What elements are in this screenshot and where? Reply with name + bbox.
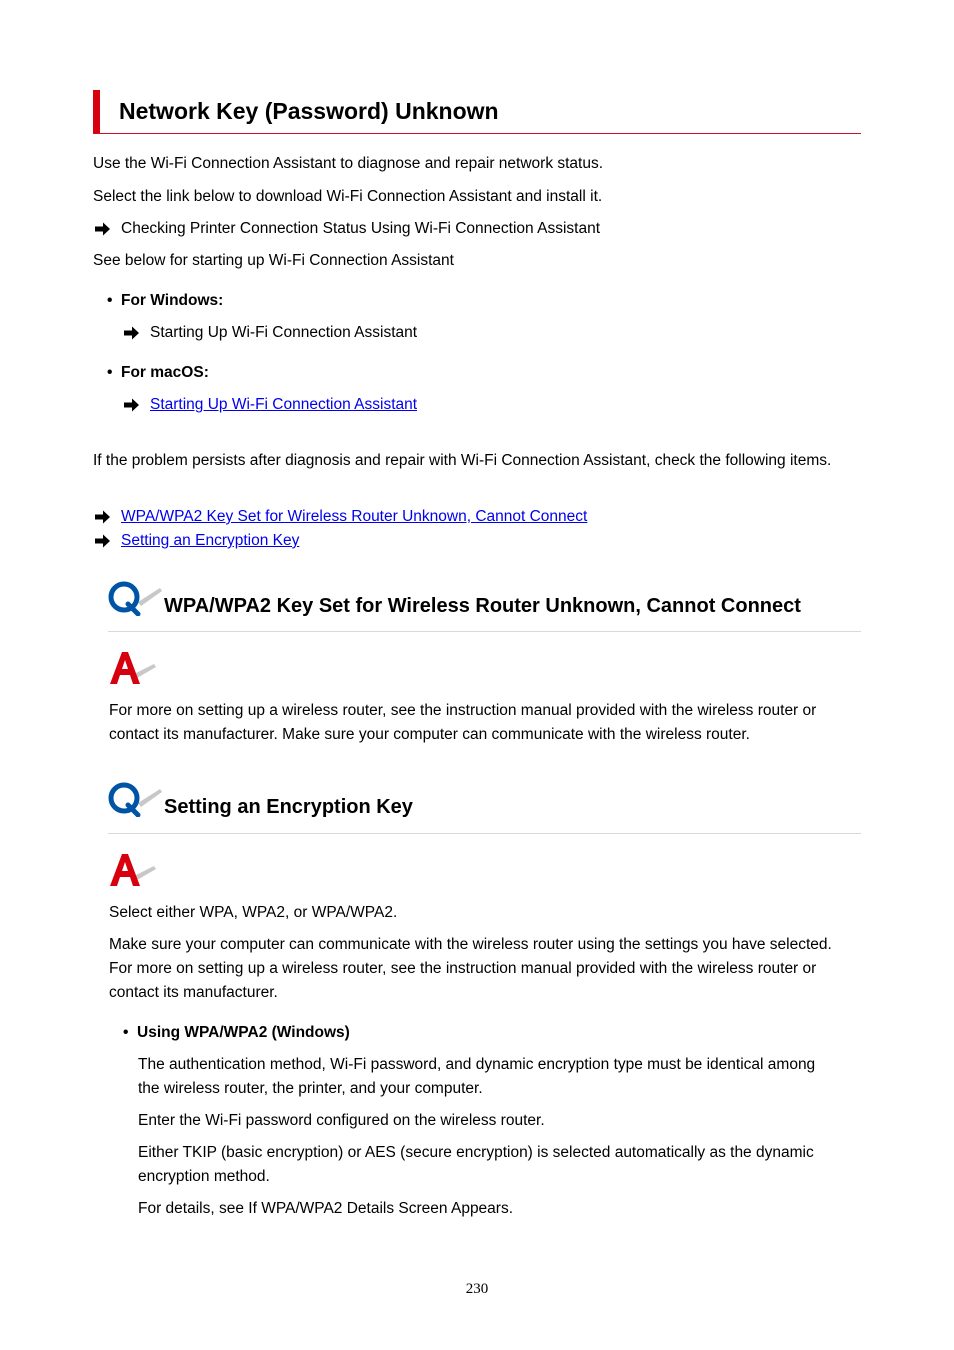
list-item-label: For Windows: <box>121 292 224 309</box>
persist-paragraph: If the problem persists after diagnosis and repair with Wi-Fi Connection Assistant, check the following items. <box>93 452 832 469</box>
list-item-label: For macOS: <box>121 364 209 381</box>
answer-line: Make sure your computer can communicate with the wireless router using the settings you have selected. <box>109 936 832 953</box>
bullet-body-line: the wireless router, the printer, and your computer. <box>138 1080 483 1097</box>
link-starting-up-windows[interactable]: Starting Up Wi-Fi Connection Assistant <box>150 324 418 341</box>
page-number: 230 <box>465 1281 489 1297</box>
answer-line: contact its manufacturer. Make sure your computer can communicate with the wireless router. <box>109 726 750 743</box>
list-item-wpa-windows <box>123 1021 350 1045</box>
bullet-dot: • <box>123 1024 129 1041</box>
bullet-body-line: Enter the Wi-Fi password configured on the wireless router. <box>138 1112 545 1129</box>
bullet-body-line: For details, see If WPA/WPA2 Details Screen Appears. <box>138 1200 514 1217</box>
toc-link-wpa-key[interactable]: WPA/WPA2 Key Set for Wireless Router Unknown, Cannot Connect <box>121 508 588 525</box>
list-item-windows <box>107 289 223 313</box>
answer-a-icon <box>108 650 158 686</box>
page-title-block <box>93 90 861 134</box>
bullet-body-line: The authentication method, Wi-Fi password, and dynamic encryption type must be identical among <box>138 1056 816 1073</box>
answer-paragraph-1: Select either WPA, WPA2, or WPA/WPA2. <box>109 904 398 921</box>
question-q-icon <box>108 781 162 817</box>
toc-link-encryption-key[interactable]: Setting an Encryption Key <box>121 532 300 549</box>
intro-paragraph-3: See below for starting up Wi-Fi Connection Assistant <box>93 252 454 269</box>
link-checking-printer-status[interactable]: Checking Printer Connection Status Using Wi-Fi Connection Assistant <box>121 220 600 237</box>
page-title: Network Key (Password) Unknown <box>119 98 499 124</box>
bullet-dot: • <box>107 292 113 309</box>
right-arrow-icon <box>95 534 110 548</box>
answer-a-icon <box>108 852 158 888</box>
intro-paragraph-1: Use the Wi-Fi Connection Assistant to diagnose and repair network status. <box>93 155 604 172</box>
link-starting-up-macos[interactable]: Starting Up Wi-Fi Connection Assistant <box>150 396 418 413</box>
list-item-macos <box>107 361 209 385</box>
divider <box>108 833 861 834</box>
title-accent-bar <box>93 90 100 133</box>
list-item-label: Using WPA/WPA2 (Windows) <box>137 1024 350 1041</box>
question-heading-encryption: Setting an Encryption Key <box>164 796 413 818</box>
bullet-body-line: Either TKIP (basic encryption) or AES (secure encryption) is selected automatically as the dynamic <box>138 1144 814 1161</box>
intro-paragraph-2: Select the link below to download Wi-Fi Connection Assistant and install it. <box>93 188 603 205</box>
bullet-body-line: encryption method. <box>138 1168 270 1185</box>
right-arrow-icon <box>95 510 110 524</box>
question-heading-wpa: WPA/WPA2 Key Set for Wireless Router Unknown, Cannot Connect <box>164 595 801 617</box>
right-arrow-icon <box>95 222 110 236</box>
answer-line: For more on setting up a wireless router, see the instruction manual provided with the wireless router or <box>109 960 817 977</box>
answer-line: contact its manufacturer. <box>109 984 278 1001</box>
bullet-dot: • <box>107 364 113 381</box>
answer-line: For more on setting up a wireless router, see the instruction manual provided with the wireless router or <box>109 702 817 719</box>
question-q-icon <box>108 580 162 616</box>
right-arrow-icon <box>124 326 139 340</box>
divider <box>108 631 861 632</box>
right-arrow-icon <box>124 398 139 412</box>
